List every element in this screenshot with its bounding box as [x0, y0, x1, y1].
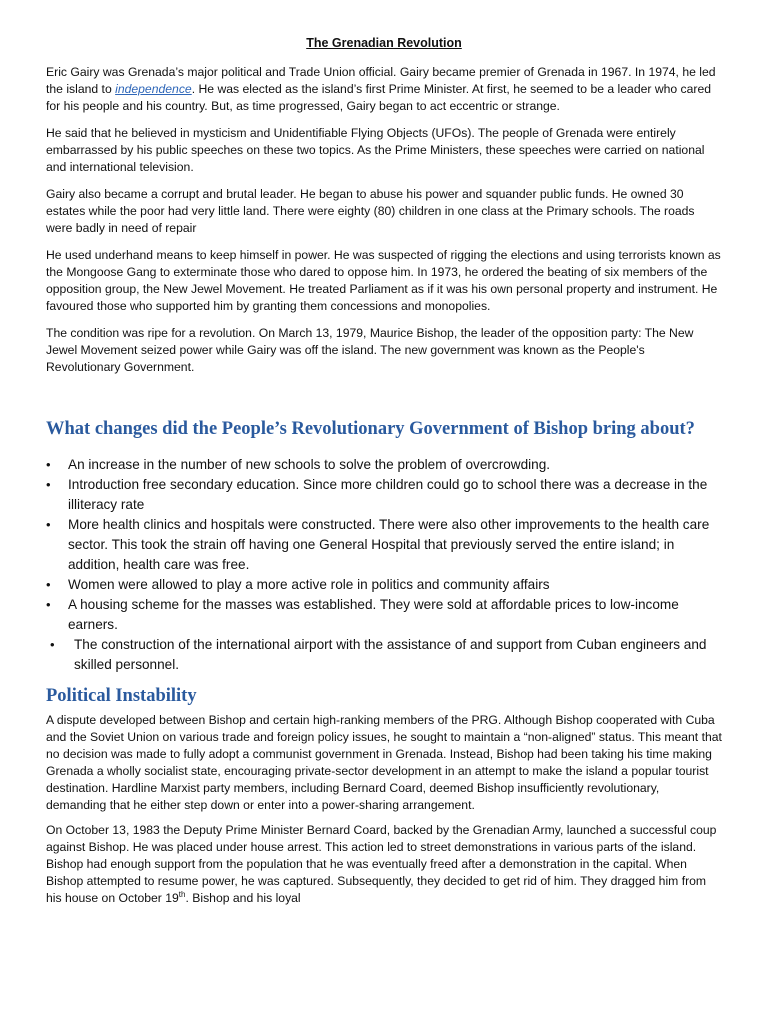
intro-p1-text-b: . He was elected as the island’s first Prime Minister. At first, he seemed to be a leader who cared for his people and his country. But, as time progressed, Gairy began to act eccentric or strange.	[46, 82, 712, 113]
instability-heading: Political Instability	[46, 686, 197, 706]
intro-paragraph-3: Gairy also became a corrupt and brutal leader. He began to abuse his power and squander public funds. He owned 30 estates while the poor had very little land. There were eighty (80) children in one class at the Primary schools. The roads were badly in need of repair	[46, 187, 695, 235]
list-item	[46, 575, 722, 595]
list-item-text: Introduction free secondary education. Since more children could go to school there was a decrease in the illiteracy rate	[68, 477, 708, 512]
bullet-icon: •	[46, 597, 51, 612]
instability-paragraph-2	[46, 822, 722, 907]
list-item-text: An increase in the number of new schools to solve the problem of overcrowding.	[68, 457, 551, 472]
changes-heading: What changes did the People’s Revolutionary Government of Bishop bring about?	[46, 419, 695, 439]
list-item-text: Women were allowed to play a more active role in politics and community affairs	[68, 577, 550, 592]
instability-p2-text-a: On October 13, 1983 the Deputy Prime Minister Bernard Coard, backed by the Grenadian Army, launched a successful coup against Bishop. He was placed under house arrest. This action led to street demonstrations in various parts of the island. Bishop had enough support from the population that he was eventually freed after a demonstration in the capital. When Bishop attempted to resume power, he was captured. Subsequently, they decided to get rid of him. They dragged him from his house on October 19	[46, 823, 717, 905]
changes-list	[46, 455, 722, 675]
list-item	[46, 475, 722, 515]
independence-link[interactable]: independence	[115, 82, 192, 96]
list-item-text: A housing scheme for the masses was established. They were sold at affordable prices to low-income earners.	[68, 597, 679, 632]
list-item	[46, 635, 722, 675]
instability-paragraph-1: A dispute developed between Bishop and certain high-ranking members of the PRG. Although Bishop cooperated with Cuba and the Soviet Union on various trade and foreign policy issues, he sought to maintain a “non-aligned” status. This meant that no decision was made to fully adopt a communist government in Grenada. Instead, Bishop had been taking his time making Grenada a wholly socialist state, encouraging private-sector development in an attempt to make the island a popular tourist destination. Hardline Marxist party members, including Bernard Coard, deemed Bishop insufficiently revolutionary, demanding that he either step down or enter into a power-sharing arrangement.	[46, 713, 722, 812]
ordinal-suffix: th	[178, 889, 186, 899]
bullet-icon: •	[46, 517, 51, 532]
intro-paragraph-2: He said that he believed in mysticism and Unidentifiable Flying Objects (UFOs). The people of Grenada were entirely embarrassed by his public speeches on these two topics. As the Prime Ministers, these speeches were carried on national and international television.	[46, 126, 705, 174]
document-title: The Grenadian Revolution	[306, 36, 462, 50]
instability-p2-text-b: . Bishop and his loyal	[185, 891, 301, 905]
list-item-text: More health clinics and hospitals were constructed. There were also other improvements to the health care sector. This took the strain off having one General Hospital that previously served the entire island; in addition, health care was free.	[68, 517, 710, 572]
intro-paragraph-4: He used underhand means to keep himself in power. He was suspected of rigging the elections and using terrorists known as the Mongoose Gang to exterminate those who dared to oppose him. In 1973, he ordered the beating of six members of the opposition group, the New Jewel Movement. He treated Parliament as if it was his own personal property and instrument. He favoured those who supported him by granting them concessions and monopolies.	[46, 248, 721, 313]
bullet-icon: •	[46, 577, 51, 592]
bullet-icon: •	[46, 477, 51, 492]
bullet-icon: •	[46, 457, 51, 472]
intro-paragraph-5: The condition was ripe for a revolution. On March 13, 1979, Maurice Bishop, the leader of the opposition party: The New Jewel Movement seized power while Gairy was off the island. The new government was known as the People's Revolutionary Government.	[46, 326, 694, 374]
bullet-icon: •	[50, 637, 55, 652]
list-item	[46, 515, 722, 575]
list-item	[46, 595, 722, 635]
list-item	[46, 455, 722, 475]
intro-p1-text-a: Eric Gairy was Grenada’s major political and Trade Union official. Gairy became premier of Grenada in 1967. In 1974, he led the island to	[46, 65, 716, 96]
list-item-text: The construction of the international airport with the assistance of and support from Cuban engineers and skilled personnel.	[74, 637, 707, 672]
intro-paragraph-1	[46, 64, 722, 115]
